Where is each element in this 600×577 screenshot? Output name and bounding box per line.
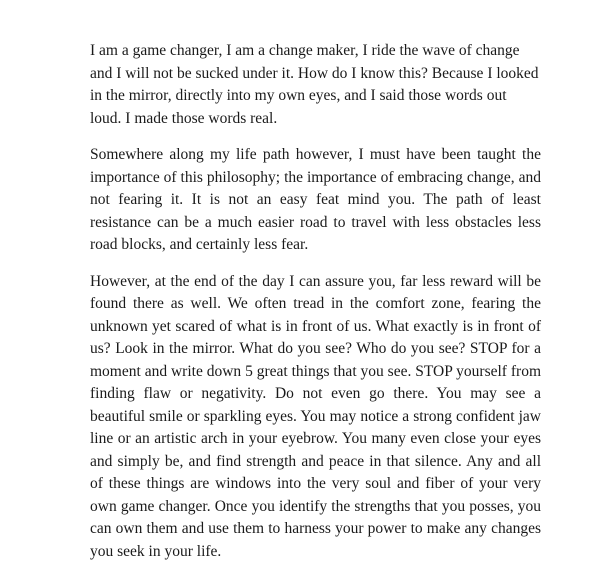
paragraph: I am a game changer, I am a change maker, I ride the wave of change and I will not be sucked under it. How do I know this? Because I looked in the mirror, directly into my own eyes, and I said those words out loud. I made those words real.: [90, 42, 539, 127]
paragraph: Somewhere along my life path however, I must have been taught the importance of this philosophy; the importance of embracing change, and not fearing it. It is not an easy feat mind you. The path of least resistance can be a much easier road to travel with less obstacles less road blocks, and certainly less fear.: [90, 146, 541, 253]
paragraph: However, at the end of the day I can assure you, far less reward will be found there as well. We often tread in the comfort zone, fearing the unknown yet scared of what is in front of us. What exactly is in front of us? Look in the mirror. What do you see? Who do you see? STOP for a moment and write down 5 great things that you see. STOP yourself from finding flaw or negativity. Do not even go there. You may see a beautiful smile or sparkling eyes. You may notice a strong confident jaw line or an artistic arch in your eyebrow. You many even close your eyes and simply be, and find strength and peace in that silence. Any and all of these things are windows into the very soul and fiber of your very own game changer. Once you identify the strengths that you posses, you can own them and use them to harness your power to make any changes you seek in your life.: [90, 272, 541, 560]
document-page: [90, 40, 541, 577]
